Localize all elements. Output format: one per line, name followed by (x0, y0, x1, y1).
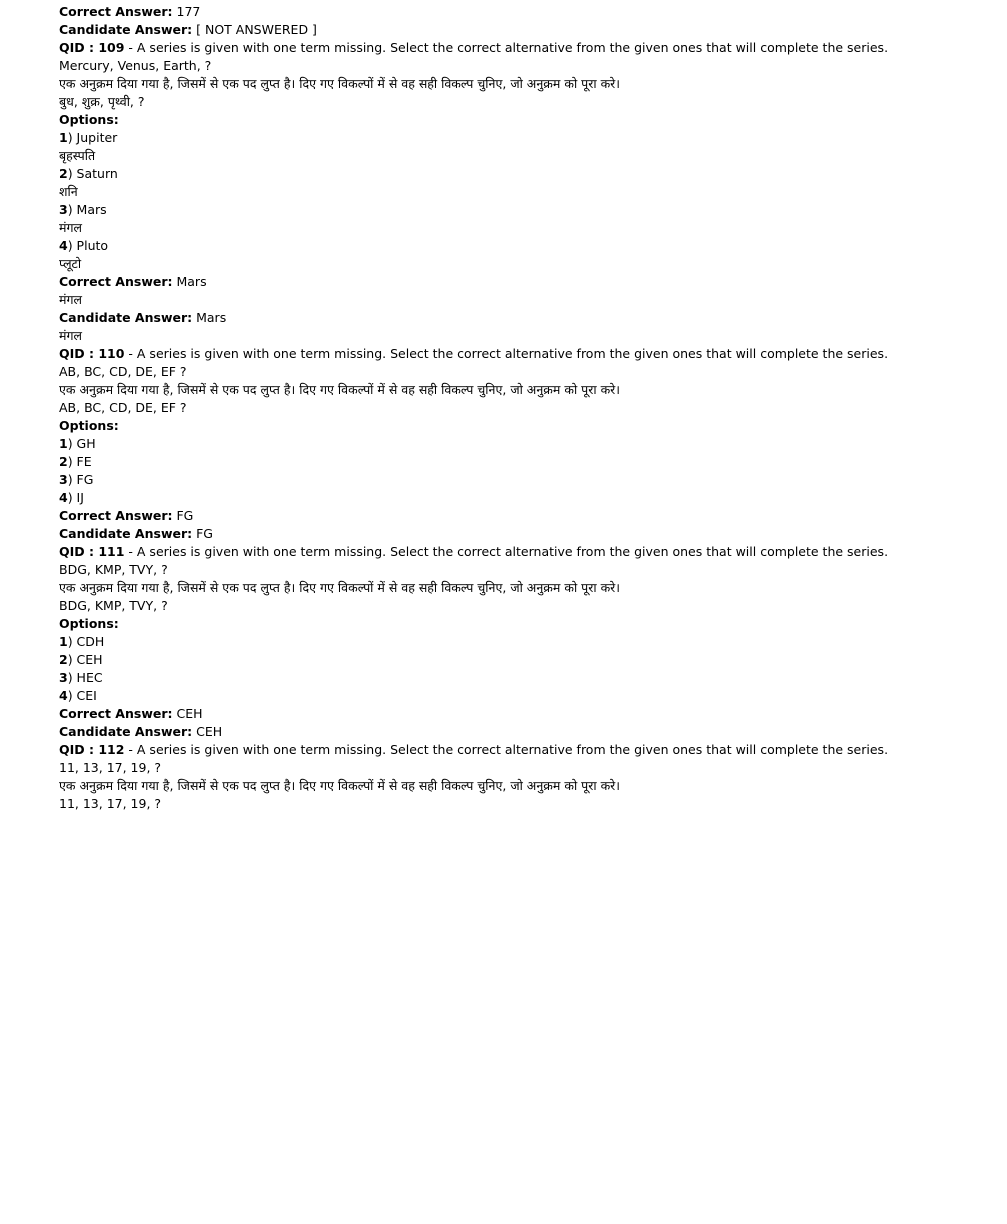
correct-answer-line (59, 273, 977, 291)
option-text: ) CDH (67, 634, 105, 649)
option-line (59, 471, 977, 489)
question-block-111 (59, 543, 977, 741)
question-text-hi: एक अनुक्रम दिया गया है, जिसमें से एक पद लुप्त है। दिए गए विकल्पों में से वह सही विकल्प चुनिए, जो अनुक्रम को पूरा करे। (59, 778, 621, 793)
question-text-hi: एक अनुक्रम दिया गया है, जिसमें से एक पद लुप्त है। दिए गए विकल्पों में से वह सही विकल्प चुनिए, जो अनुक्रम को पूरा करे। (59, 76, 621, 91)
option-line (59, 201, 977, 219)
option-number: 2 (59, 652, 68, 667)
candidate-answer-label: Candidate Answer: (59, 22, 193, 37)
option-text: ) IJ (67, 490, 84, 505)
correct-answer-value: 177 (172, 4, 201, 19)
candidate-answer-value: Mars (192, 310, 227, 325)
correct-answer-line (59, 705, 977, 723)
option-line (59, 687, 977, 705)
options-label: Options: (59, 616, 119, 631)
option-line (59, 165, 977, 183)
option-text: ) CEI (67, 688, 97, 703)
question-text-hi: एक अनुक्रम दिया गया है, जिसमें से एक पद लुप्त है। दिए गए विकल्पों में से वह सही विकल्प चुनिए, जो अनुक्रम को पूरा करे। (59, 382, 621, 397)
option-text-hindi: शनि (59, 184, 78, 199)
qid-label: QID : 112 (59, 742, 125, 757)
correct-answer-hindi: मंगल (59, 292, 82, 307)
option-text: ) CEH (67, 652, 103, 667)
option-line (59, 489, 977, 507)
qid-heading (59, 741, 977, 759)
correct-answer-line (59, 507, 977, 525)
candidate-answer-label: Candidate Answer: (59, 310, 193, 325)
options-label: Options: (59, 112, 119, 127)
option-text: ) HEC (67, 670, 103, 685)
options-label: Options: (59, 418, 119, 433)
correct-answer-value: CEH (172, 706, 203, 721)
question-text-en: - A series is given with one term missing. Select the correct alternative from the given ones that will complete the series. (124, 40, 889, 55)
option-number: 4 (59, 490, 68, 505)
series-line-hi: BDG, KMP, TVY, ? (59, 598, 168, 613)
option-number: 3 (59, 472, 68, 487)
qid-label: QID : 109 (59, 40, 125, 55)
option-line (59, 669, 977, 687)
question-block-109 (59, 39, 977, 345)
candidate-answer-label: Candidate Answer: (59, 526, 193, 541)
question-block-112 (59, 741, 977, 813)
candidate-answer-line (59, 723, 977, 741)
qid-label: QID : 111 (59, 544, 125, 559)
option-number: 1 (59, 436, 68, 451)
option-text: ) GH (67, 436, 96, 451)
option-number: 1 (59, 130, 68, 145)
correct-answer-label: Correct Answer: (59, 274, 173, 289)
qid-heading (59, 39, 977, 57)
series-line-en: 11, 13, 17, 19, ? (59, 760, 162, 775)
correct-answer-label: Correct Answer: (59, 4, 173, 19)
option-line (59, 129, 977, 147)
series-line-en: Mercury, Venus, Earth, ? (59, 58, 212, 73)
option-text: ) Jupiter (67, 130, 118, 145)
previous-question-tail (59, 3, 977, 39)
option-text-hindi: मंगल (59, 220, 82, 235)
correct-answer-label: Correct Answer: (59, 706, 173, 721)
qid-heading (59, 345, 977, 363)
series-line-en: AB, BC, CD, DE, EF ? (59, 364, 187, 379)
option-text: ) FG (67, 472, 94, 487)
question-text-en: - A series is given with one term missing. Select the correct alternative from the given ones that will complete the series. (124, 544, 889, 559)
correct-answer-value: Mars (172, 274, 207, 289)
series-line-hi: AB, BC, CD, DE, EF ? (59, 400, 187, 415)
option-text: ) Mars (67, 202, 107, 217)
option-text: ) FE (67, 454, 92, 469)
candidate-answer-label: Candidate Answer: (59, 724, 193, 739)
option-number: 1 (59, 634, 68, 649)
question-text-en: - A series is given with one term missing. Select the correct alternative from the given ones that will complete the series. (124, 346, 889, 361)
candidate-answer-line (59, 21, 977, 39)
option-text-hindi: प्लूटो (59, 256, 82, 271)
series-line-en: BDG, KMP, TVY, ? (59, 562, 168, 577)
question-text-en: - A series is given with one term missing. Select the correct alternative from the given ones that will complete the series. (124, 742, 889, 757)
candidate-answer-line (59, 525, 977, 543)
option-line (59, 453, 977, 471)
question-block-110 (59, 345, 977, 543)
option-number: 4 (59, 688, 68, 703)
option-number: 2 (59, 454, 68, 469)
option-line (59, 651, 977, 669)
option-line (59, 633, 977, 651)
option-line (59, 435, 977, 453)
qid-label: QID : 110 (59, 346, 125, 361)
option-number: 4 (59, 238, 68, 253)
option-number: 3 (59, 670, 68, 685)
option-number: 2 (59, 166, 68, 181)
candidate-answer-line (59, 309, 977, 327)
option-line (59, 237, 977, 255)
option-number: 3 (59, 202, 68, 217)
question-text-hi: एक अनुक्रम दिया गया है, जिसमें से एक पद लुप्त है। दिए गए विकल्पों में से वह सही विकल्प चुनिए, जो अनुक्रम को पूरा करे। (59, 580, 621, 595)
correct-answer-label: Correct Answer: (59, 508, 173, 523)
option-text: ) Saturn (67, 166, 118, 181)
series-line-hi: बुध, शुक्र, पृथ्वी, ? (59, 94, 145, 109)
candidate-answer-hindi: मंगल (59, 328, 82, 343)
candidate-answer-value: [ NOT ANSWERED ] (192, 22, 317, 37)
correct-answer-value: FG (172, 508, 194, 523)
correct-answer-line (59, 3, 977, 21)
candidate-answer-value: CEH (192, 724, 223, 739)
option-text: ) Pluto (67, 238, 109, 253)
option-text-hindi: बृहस्पति (59, 148, 96, 163)
qid-heading (59, 543, 977, 561)
series-line-hi: 11, 13, 17, 19, ? (59, 796, 162, 811)
candidate-answer-value: FG (192, 526, 213, 541)
